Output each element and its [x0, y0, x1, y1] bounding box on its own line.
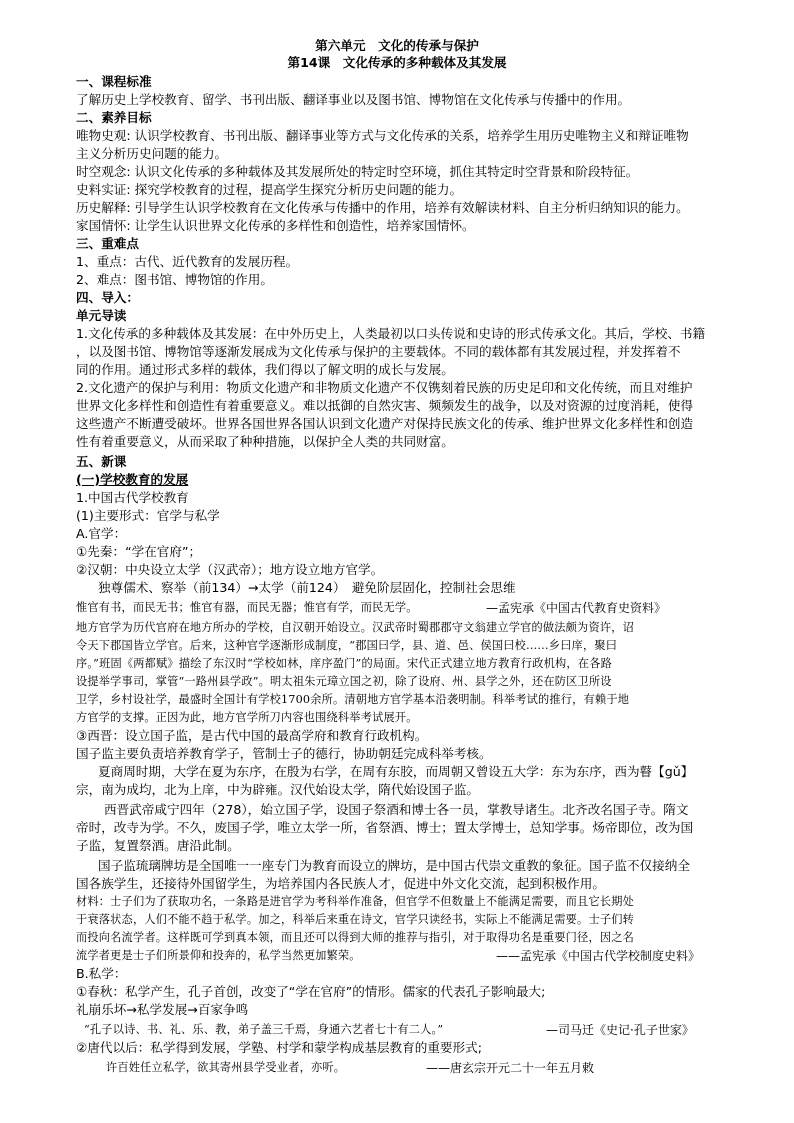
material-line: 序。”班固《两都赋》描绘了东汉时“学校如林，庠序盈门”的局面。宋代正式建立地方教育行政机构，在各路 — [76, 657, 612, 670]
section-heading: 二、素养目标 — [76, 110, 152, 125]
paragraph: 1.文化传承的多种载体及其发展：在中外历史上，人类最初以口头传说和史诗的形式传承文化。其后，学校、书籍 — [76, 326, 706, 341]
paragraph: 史料实证: 探究学校教育的过程，提高学生探究分析历史问题的能力。 — [76, 182, 463, 197]
paragraph: 历史解释: 引导学生认识学校教育在文化传承与传播中的作用，培养有效解读材料、自主分析归纳知识的能力。 — [76, 200, 689, 215]
paragraph: ②汉朝：中央设立太学（汉武帝）；地方设立地方官学。 — [76, 562, 384, 577]
quote: 许百姓任立私学，欲其寄州县学受业者，亦听。 — [106, 1061, 346, 1074]
paragraph: 宗，南为成均，北为上庠，中为辟雍。汉代始设太学，隋代始设国子监。 — [76, 782, 479, 797]
paragraph: 礼崩乐坏→私学发展→百家争鸣 — [76, 1002, 249, 1017]
paragraph: ③西晋：设立国子监，是古代中国的最高学府和教育行政机构。 — [76, 728, 428, 743]
paragraph: ①春秋：私学产生，孔子首创，改变了“学在官府”的情形。儒家的代表孔子影响最大; — [76, 984, 546, 999]
paragraph: ②唐代以后：私学得到发展，学塾、村学和蒙学构成基层教育的重要形式; — [76, 1040, 482, 1055]
quote: 惟官有书，而民无书；惟官有器，而民无器；惟官有学，而民无学。 — [76, 601, 418, 614]
section-heading: 一、课程标准 — [76, 74, 152, 89]
sub-heading: (一)学校教育的发展 — [76, 472, 189, 487]
sub-heading: 单元导读 — [76, 308, 127, 323]
paragraph: ①先秦：“学在官府”； — [76, 544, 202, 559]
material-line: 令天下郡国皆立学官。后来，这种官学逐渐形成制度，“郡国曰学，县、道、邑、侯国曰校……乡曰庠，聚曰 — [76, 639, 618, 652]
paragraph: 了解历史上学校教育、留学、书刊出版、翻译事业以及图书馆、博物馆在文化传承与传播中的作用。 — [76, 92, 631, 107]
paragraph: (1)主要形式：官学与私学 — [76, 508, 220, 523]
material-line: 流学者更是士子们所景仰和投奔的，私学当然更加繁荣。 — [76, 949, 361, 962]
paragraph: 帝时，改寺为学。不久，废国子学，唯立太学一所，省祭酒、博士；置太学博士，总知学事。炀帝即位，改为国 — [76, 820, 694, 835]
paragraph: 性有着重要意义，从而采取了种种措施，以保护全人类的共同财富。 — [76, 434, 454, 449]
paragraph: ，以及图书馆、博物馆等逐渐发展成为文化传承与保护的主要载体。不同的载体都有其发展过程，并发挥着不 — [76, 344, 681, 359]
unit-title: 第六单元 文化的传承与保护 — [315, 38, 479, 53]
paragraph: 这些遗产不断遭受破坏。世界各国世界各国认识到文化遗产对保持民族文化的传承、维护世界文化多样性和创造 — [76, 416, 694, 431]
quote-source: ——孟宪承《中国古代学校制度史料》 — [496, 949, 701, 963]
paragraph: 唯物史观: 认识学校教育、书刊出版、翻译事业等方式与文化传承的关系，培养学生用历史唯物主义和辩证唯物 — [76, 128, 689, 143]
paragraph: 国各族学生，还接待外国留学生，为培养国内各民族人才，促进中外文化交流，起到积极作用。 — [76, 876, 605, 891]
quote-source: ——唐玄宗开元二十一年五月敕 — [426, 1061, 595, 1075]
material-line: 材料：士子们为了获取功名，一条路是进官学为考科举作准备，但官学不但数量上不能满足需要，而且它长期处 — [76, 895, 634, 908]
paragraph: 家国情怀: 让学生认识世界文化传承的多样性和创造性，培养家国情怀。 — [76, 218, 475, 233]
material-line: 地方官学为历代官府在地方所办的学校，自汉朝开始设立。汉武帝时蜀郡郡守文翁建立学官的做法颇为资许，诏 — [76, 621, 634, 634]
paragraph: 时空观念: 认识文化传承的多种载体及其发展所处的特定时空环境，抓住其特定时空背景和阶段特征。 — [76, 164, 639, 179]
paragraph: 国子监琉璃牌坊是全国唯一一座专门为教育而设立的牌坊，是中国古代崇文重教的象征。国子监不仅接纳全 — [98, 858, 690, 873]
paragraph: 国子监主要负责培养教育学子，管制士子的德行，协助朝廷完成科举考核。 — [76, 746, 492, 761]
material-line: 方官学的支撑。正因为此，地方官学所刀内容也围绕科举考试展开。 — [76, 711, 418, 724]
quote-source: —司马迁《史记·孔子世家》 — [546, 1023, 694, 1037]
lesson-title: 第14课 文化传承的多种载体及其发展 — [287, 55, 507, 70]
paragraph: 子监，复置祭酒。唐沿此制。 — [76, 838, 240, 853]
paragraph: 2.文化遗产的保护与利用：物质文化遗产和非物质文化遗产不仅镌刻着民族的历史足印和文化传统，而且对维护 — [76, 380, 693, 395]
material-line: 于衰落状态，人们不能不趋于私学。加之，科举后来重在诗文，官学只读经书，实际上不能满足需要。士子们转 — [76, 913, 634, 926]
paragraph: 西晋武帝咸宁四年（278），始立国子学，设国子祭酒和博士各一员，掌教导诸生。北齐改名国子寺。隋文 — [104, 802, 689, 817]
section-heading: 三、重难点 — [76, 236, 139, 251]
material-line: 而投向名流学者。这样既可学到真本领，而且还可以得到大师的推荐与指引，对于取得功名是重要门径，因之名 — [76, 931, 634, 944]
quote: “孔子以诗、书、礼、乐、教，弟子盖三千焉，身通六艺者七十有二人。” — [84, 1023, 444, 1036]
paragraph: 独尊儒术、察举（前134）→太学（前124） 避免阶层固化，控制社会思维 — [98, 580, 516, 595]
paragraph: 2、难点：图书馆、博物馆的作用。 — [76, 272, 273, 287]
section-heading: 四、导入： — [76, 290, 139, 305]
section-heading: 五、新课 — [76, 454, 127, 469]
paragraph: 世界文化多样性和创造性有着重要意义。难以抵御的自然灾害、频频发生的战争，以及对资源的过度消耗，使得 — [76, 398, 694, 413]
paragraph: A.官学： — [76, 526, 127, 541]
material-line: 卫学，乡村设社学，最盛时全国计有学校1700余所。清朝地方官学基本沿袭明制。科举考试的推行，有赖于地 — [76, 693, 630, 706]
paragraph: 1、重点：古代、近代教育的发展历程。 — [76, 254, 299, 269]
quote-source: —孟宪承《中国古代教育史资料》 — [486, 601, 667, 615]
paragraph: 1.中国古代学校教育 — [76, 490, 189, 505]
paragraph: 夏商周时期，大学在夏为东序，在殷为右学，在周有东胶，而周朝又曾设五大学：东为东序，西为瞽【gǔ】 — [98, 764, 694, 779]
paragraph: B.私学： — [76, 966, 127, 981]
material-line: 设提举学事司，掌管“一路州县学政”。明太祖朱元璋立国之初，除了设府、州、县学之外，还在防区卫所设 — [76, 675, 612, 688]
paragraph: 主义分析历史问题的能力。 — [76, 146, 228, 161]
paragraph: 同的作用。通过形式多样的载体，我们得以了解文明的成长与发展。 — [76, 362, 454, 377]
